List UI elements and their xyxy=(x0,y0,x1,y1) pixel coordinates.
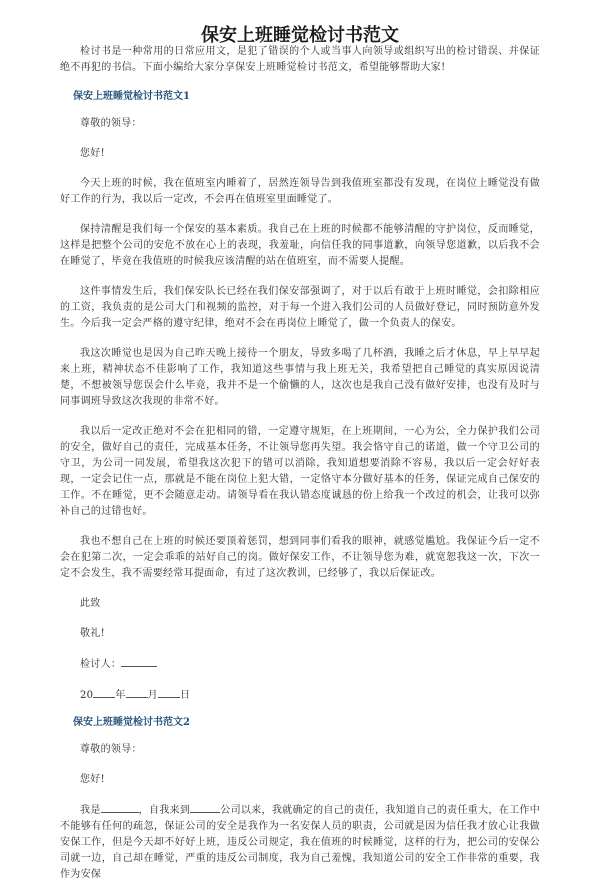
body-paragraph xyxy=(60,802,540,883)
signer-label: 检讨人： xyxy=(80,659,122,670)
body-paragraph: 保持清醒是我们每一个保安的基本素质。我自己在上班的时候都不能够清醒的守护岗位，反而睡觉，这样是把整个公司的安危不放在心上的表现，我羞耻，向信任我的同事道歉，向领导您道歉，以后我不会在睡觉了，毕竟在我值班的时候我应该清醒的站在值班室，而不需要人提醒。 xyxy=(60,224,540,267)
text-span: ，自我来到 xyxy=(138,805,191,816)
section-heading-2: 保安上班睡觉检讨书范文2 xyxy=(73,717,190,728)
closing-line: 敬礼! xyxy=(80,628,105,639)
day-blank xyxy=(158,687,180,698)
salutation: 尊敬的领导： xyxy=(80,744,142,755)
body-paragraph: 我这次睡觉也是因为自己昨天晚上接待一个朋友，导致多喝了几杯酒，我睡之后才休息，早上早早起来上班，精神状态不佳影响了工作，我知道这些事情与我上班无关，我希望把自己睡觉的真实原因说清楚，不想被领导您误会什么毕竟，我并不是一个偷懒的人，这次也是我自己没有做好安排，也没有及时与同事调班导致这次我现的非常不好。 xyxy=(60,348,540,407)
greeting: 您好! xyxy=(80,774,105,785)
body-paragraph: 今天上班的时候，我在值班室内睡着了，居然连领导告到我值班室都没有发现，在岗位上睡觉没有做好工作的行为，我以后一定改，不会再在值班室里面睡觉了。 xyxy=(60,178,540,205)
date-day-label: 日 xyxy=(179,690,191,701)
date-line xyxy=(60,687,540,704)
body-paragraph: 我也不想自己在上班的时候还要顶着惩罚，想到同事们看我的眼神，就感觉尴尬。我保证今后一定不会在犯第二次，一定会乖乖的站好自己的岗。做好保安工作，不让领导您为难，就宽恕我这一次，下次一定不会发生，我不需要经常耳提面命，有过了这次教训，已经够了，我以后保证改。 xyxy=(60,536,540,579)
name-blank xyxy=(101,802,139,813)
date-prefix: 20 xyxy=(80,690,94,701)
body-paragraph: 我以后一定改正绝对不会在犯相同的错，一定遵守规矩，在上班期间，一心为公，全力保护我们公司的安全，做好自己的责任，完成基本任务，不让领导您再失望。我会恪守自己的诺道，做一个守卫公司的守卫，为公司一同发展，希望我这次犯下的错可以消除，我知道想要消除不容易，我以后一定会好好表现，一定会记住一点，那就是不能在岗位上犯大错，一定恪守本分做好基本的任务，保证完成自己保安的工作。不在睡觉，更不会随意走动。请领导看在我认错态度诚恳的份上给我一个改过的机会，让我可以弥补自己的过错也好。 xyxy=(60,426,540,517)
closing-line: 此致 xyxy=(80,598,101,609)
text-span: 我是 xyxy=(80,805,101,816)
text-span: 公司以来，我就确定的自己的责任，我知道自己的责任重大，在工作中不能够有任何的疏忽，保证公司的安全是我作为一名安保人员的职责，公司就是因为信任我才放心让我做安保工作，但是今天却不好好上班，违反公司规定，我在值班的时候睡觉，这样的行为，把公司的安保公司就一边，自己却在睡觉，严重的违反公司制度，我为自己羞愧，我知道公司的安全工作非常的重要，我作为安保 xyxy=(60,805,540,880)
date-year-label: 年 xyxy=(115,690,126,701)
body-paragraph: 这件事情发生后，我们保安队长已经在我们保安部强调了，对于以后有敢于上班时睡觉，会扣除相应的工资，我负责的是公司大门和视频的监控，对于每一个进入我们公司的人员做好登记，同时预防意外发生。今后我一定会严格的遵守纪律，绝对不会在再岗位上睡觉了，做一个负责人的保安。 xyxy=(60,286,540,329)
greeting: 您好! xyxy=(80,148,105,159)
page-title: 保安上班睡觉检讨书范文 xyxy=(201,25,399,46)
month-blank xyxy=(126,687,148,698)
signer-blank xyxy=(121,656,157,667)
company-blank xyxy=(190,802,220,813)
section-heading-1: 保安上班睡觉检讨书范文1 xyxy=(73,91,190,102)
year-blank xyxy=(93,687,115,698)
salutation: 尊敬的领导： xyxy=(80,118,142,129)
intro-paragraph: 检讨书是一种常用的日常应用文，是犯了错误的个人或当事人向领导或组织写出的检讨错误、并保证绝不再犯的书信。下面小编给大家分享保安上班睡觉检讨书范文，希望能够帮助大家! xyxy=(60,46,540,73)
signer-line xyxy=(60,656,540,673)
date-month-label: 月 xyxy=(147,690,158,701)
